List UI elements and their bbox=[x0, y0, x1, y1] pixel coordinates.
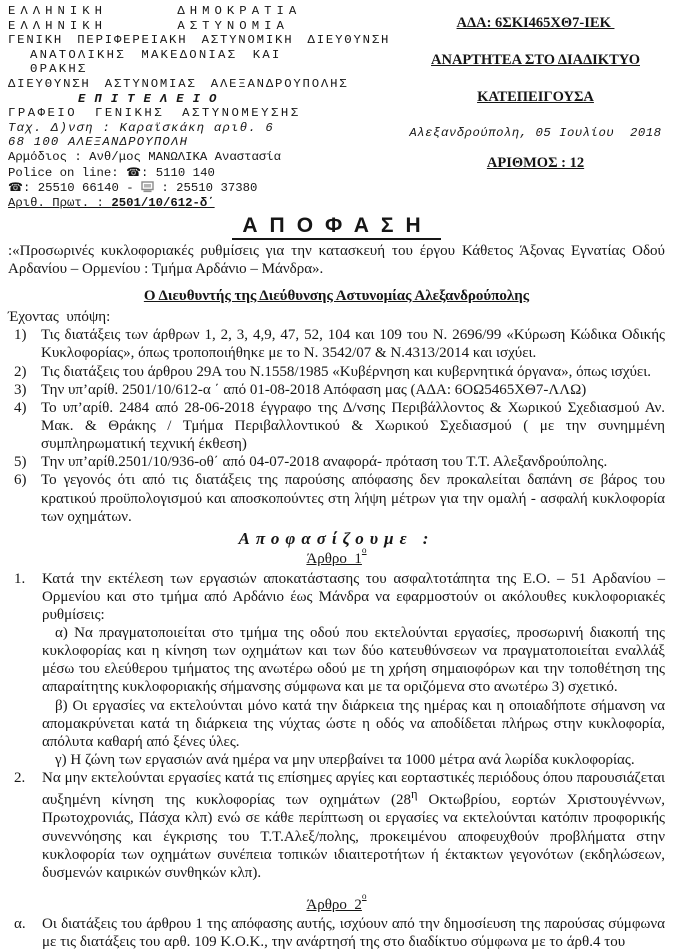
item-text: Την υπ’αρίθ. 2501/10/612-α ΄ από 01-08-2018 Απόφαση μας (ΑΔΑ: 6ΟΩ5465ΧΘ7-ΛΛΩ) bbox=[41, 381, 587, 398]
considering-item bbox=[8, 471, 665, 525]
item-text: Το υπ’αρίθ. 2484 από 28-06-2018 έγγραφο της Δ/νσης Περιβάλλοντος & Χωρικού Σχεδιασμού Αν. Μακ. & Θράκης / Τμήμα Περιβαλλοντικού & Χωρικού Σχεδιασμού ( με την συνημμένη συμπληρωματική τεχνική έκθεση) bbox=[41, 399, 665, 453]
subitem-alpha: α) Να πραγματοποιείται στο τμήμα της οδού που εκτελούνται εργασίες, προσωρινή διακοπή της κυκλοφορίας και η κίνηση των οχημάτων και των δύο κατευθύνσεων να πραγματοποιείται εναλλάξ μέσω του ελεύθερου τμήματος της ανωτέρω οδού με τη χρήση σημαιοφόρων και την τοποθέτηση της απαραίτητης κυκλοφοριακής σήμανσης σύμφωνα και με τα οριζόμενα στο ανωτέρω 3) σχετικό. bbox=[42, 624, 665, 696]
authority-line-general-directorate: ΓΕΝΙΚΗ ΠΕΡΙΦΕΡΕΙΑΚΗ ΑΣΤΥΝΟΜΙΚΗ ΔΙΕΥΘΥΝΣΗ bbox=[8, 33, 391, 48]
authority-line-directorate: ΔΙΕΥΘΥΝΣΗ ΑΣΤΥΝΟΜΙΑΣ ΑΛΕΞΑΝΔΡΟΥΠΟΛΗΣ bbox=[8, 76, 349, 91]
article-1-heading bbox=[8, 546, 665, 568]
protocol-label: Αριθ. Πρωτ. : bbox=[8, 195, 112, 210]
phone-icon: ☎ bbox=[126, 164, 142, 179]
phone-icon: ☎ bbox=[8, 180, 23, 195]
document-header bbox=[8, 4, 665, 210]
section-gap bbox=[8, 882, 665, 896]
considering-item bbox=[8, 363, 665, 381]
item-text: Το γεγονός ότι από τις διατάξεις της παρούσης απόφασης δεν προκαλείται δαπάνη σε βάρος του κρατικού προϋπολογισμού και αποσκοπούντες στη λήψη μέτρων για την ομαλή - ασφαλή κυκλοφορία των οχημάτων. bbox=[41, 472, 665, 525]
article-1-item-1 bbox=[8, 570, 665, 770]
decision-number: ΑΡΙΘΜΟΣ : 12 bbox=[486, 155, 585, 171]
item-text: Την υπ’αρίθ.2501/10/936-οθ΄ από 04-07-2018 αναφορά- πρόταση του Τ.Τ. Αλεξανδρούπολης. bbox=[41, 454, 608, 471]
director-heading-row bbox=[8, 287, 665, 305]
article-1-item-2 bbox=[8, 769, 665, 882]
considering-item bbox=[8, 381, 665, 399]
urgent-label: ΚΑΤΕΠΕΙΓΟΥΣΑ bbox=[477, 89, 594, 105]
subitem-beta: β) Οι εργασίες να εκτελούνται μόνο κατά την διάρκεια της ημέρας και η οποιαδήποτε σήμανση να απομακρύνεται κατά τη διάρκεια της νύχτας ώστε η οδός να αποδίδεται πλήρως στην κυκλοφορία, απόλυτα καθαρή από ξένες ύλες. bbox=[42, 697, 665, 750]
authority-line-republic: ΕΛΛΗΝΙΚΗ ΔΗΜΟΚΡΑΤΙΑ bbox=[8, 4, 302, 18]
title-row bbox=[8, 213, 665, 238]
postal-city-line: 68 100 ΑΛΕΞΑΝΔΡΟΥΠΟΛΗ bbox=[8, 135, 189, 150]
decide-heading: Αποφασίζουμε : bbox=[238, 528, 435, 548]
article-1-ordinal: ο bbox=[361, 546, 367, 557]
authority-line-police: ΕΛΛΗΝΙΚΗ ΑΣΤΥΝΟΜΙΑ bbox=[8, 18, 289, 33]
issuing-authority-block bbox=[8, 4, 406, 210]
having-regard-label: Έχοντας υπόψη: bbox=[8, 309, 111, 326]
item-text-part-2: Οκτωβρίου, εορτών Χριστουγέννων, Πρωτοχρονιάς, Πάσχα κλπ) ενώ σε κάθε περίπτωση οι εργασίες να εκτελούνται κατόπιν προφορικής συνεννόησης και έγκρισης του Τ.Τ.Αλεξ/πολης, προκειμένου αποφευχθούν προβλήματα στην κυκλοφορία των οχημάτων συνέπεια τοπικών ιδιαιτεροτήτων ή έκτακτων γεγονότων (εκδηλώσεων, δυσμενών καιρικών συνθηκών κλπ). bbox=[42, 792, 665, 881]
item-text: Τις διατάξεις του άρθρου 29Α του Ν.1558/1985 «Κυβέρνηση και κυβερνητικά όργανα», όπως ισχύει. bbox=[41, 363, 651, 380]
place-and-date: Αλεξανδρούπολη, 05 Ιουλίου 2018 bbox=[409, 126, 662, 140]
police-online-line bbox=[8, 165, 406, 181]
considering-item bbox=[8, 326, 665, 362]
document-body bbox=[8, 213, 665, 951]
fax-icon bbox=[141, 181, 154, 193]
item-text: Κατά την εκτέλεση των εργασιών αποκατάστασης του ασφαλτοτάπητα της Ε.Ο. – 51 Αρδανίου – Ορμενίου και στο τμήμα από Αρδάνιο έως Μάνδρα να εφαρμοστούν οι ακόλουθες κυκλοφοριακές ρυθμίσεις: bbox=[42, 570, 665, 623]
article-1-label: Άρθρο 1 bbox=[306, 551, 362, 568]
document-title: ΑΠΟΦΑΣΗ bbox=[232, 214, 440, 240]
fax-number: : 25510 37380 bbox=[154, 181, 258, 196]
police-online-number: : 5110 140 bbox=[141, 165, 215, 180]
item-text: Οι διατάξεις του άρθρου 1 της απόφασης αυτής, ισχύουν από την δημοσίευση της παρούσας σύμφωνα με τις διατάξεις του αρθ. 109 Κ.Ο.Κ., την ανάρτησή της στο διαδίκτυο σύμφωνα με το άρθ.4 του bbox=[42, 916, 665, 951]
ada-code: ΑΔΑ: 6ΣΚΙ465ΧΘ7-ΙΕΚ bbox=[456, 15, 615, 31]
item-number: 1. bbox=[14, 570, 26, 587]
article-2-label: Άρθρο 2 bbox=[306, 896, 362, 913]
internet-publication-label: ΑΝΑΡΤΗΤΕΑ ΣΤΟ ΔΙΑΔΙΚΤΥΟ bbox=[431, 52, 640, 68]
item-number: 3) bbox=[14, 381, 27, 398]
header-right-block bbox=[406, 4, 665, 192]
phone-fax-line bbox=[8, 180, 406, 196]
ordinal-superscript: η bbox=[410, 787, 418, 802]
protocol-number: 2501/10/612-δ΄ bbox=[111, 195, 215, 210]
director-heading: Ο Διευθυντής της Διεύθυνσης Αστυνομίας Αλεξανδρούπολης bbox=[143, 288, 530, 304]
item-number: 1) bbox=[14, 327, 27, 344]
authority-line-office: ΓΡΑΦΕΙΟ ΓΕΝΙΚΗΣ ΑΣΤΥΝΟΜΕΥΣΗΣ bbox=[8, 106, 301, 121]
contact-person-line: Αρμόδιος : Ανθ/μος ΜΑΝΩΛΙΚΑ Αναστασία bbox=[8, 149, 282, 164]
phone-number: : 25510 66140 - bbox=[22, 181, 142, 196]
article-2-heading bbox=[8, 891, 665, 914]
article-2-ordinal: ο bbox=[361, 891, 367, 902]
authority-line-region-2: ΘΡΑΚΗΣ bbox=[30, 62, 88, 77]
item-text-part-1: Να μην εκτελούνται εργασίες κατά τις επίσημες αργίες και εορταστικές περιόδους όπου παρουσιάζεται αυξημένη κίνηση της κυκλοφορίας των οχημάτων (28 bbox=[42, 770, 665, 809]
postal-address-line: Ταχ. Δ)νση : Καραϊσκάκη αριθ. 6 bbox=[8, 120, 274, 135]
subitem-gamma: γ) Η ζώνη των εργασιών ανά ημέρα να μην υπερβαίνει τα 1000 μέτρα ανά λωρίδα κυκλοφορίας. bbox=[55, 751, 635, 768]
authority-line-region-1: ΑΝΑΤΟΛΙΚΗΣ ΜΑΚΕΔΟΝΙΑΣ ΚΑΙ bbox=[30, 47, 282, 62]
decide-heading-row bbox=[8, 529, 665, 550]
item-number: 5) bbox=[14, 454, 27, 471]
item-number: 2) bbox=[14, 363, 27, 380]
item-text: Τις διατάξεις των άρθρων 1, 2, 3, 4,9, 47, 52, 104 και 109 του Ν. 2696/99 «Κύρωση Κώδικα Οδικής Κυκλοφορίας», όπως τροποποιήθηκε με το Ν. 3542/07 & Ν.4313/2014 και ισχύει. bbox=[41, 327, 665, 362]
item-number: 6) bbox=[14, 472, 27, 489]
item-letter: α. bbox=[14, 916, 26, 933]
item-number: 2. bbox=[14, 770, 26, 787]
considering-item bbox=[8, 399, 665, 453]
item-number: 4) bbox=[14, 399, 27, 416]
protocol-number-line bbox=[8, 196, 406, 211]
considering-item bbox=[8, 453, 665, 471]
article-2-item-a bbox=[8, 915, 665, 951]
police-online-label: Police on line: bbox=[8, 165, 127, 180]
subject-paragraph: :«Προσωρινές κυκλοφοριακές ρυθμίσεις για την κατασκευή του έργου Κάθετος Άξονας Εγνατίας Οδού Αρδανίου – Ορμενίου : Τμήμα Αρδάνιο – Μάνδρα». bbox=[8, 242, 665, 277]
authority-line-staff: ΕΠΙΤΕΛΕΙΟ bbox=[78, 91, 226, 106]
